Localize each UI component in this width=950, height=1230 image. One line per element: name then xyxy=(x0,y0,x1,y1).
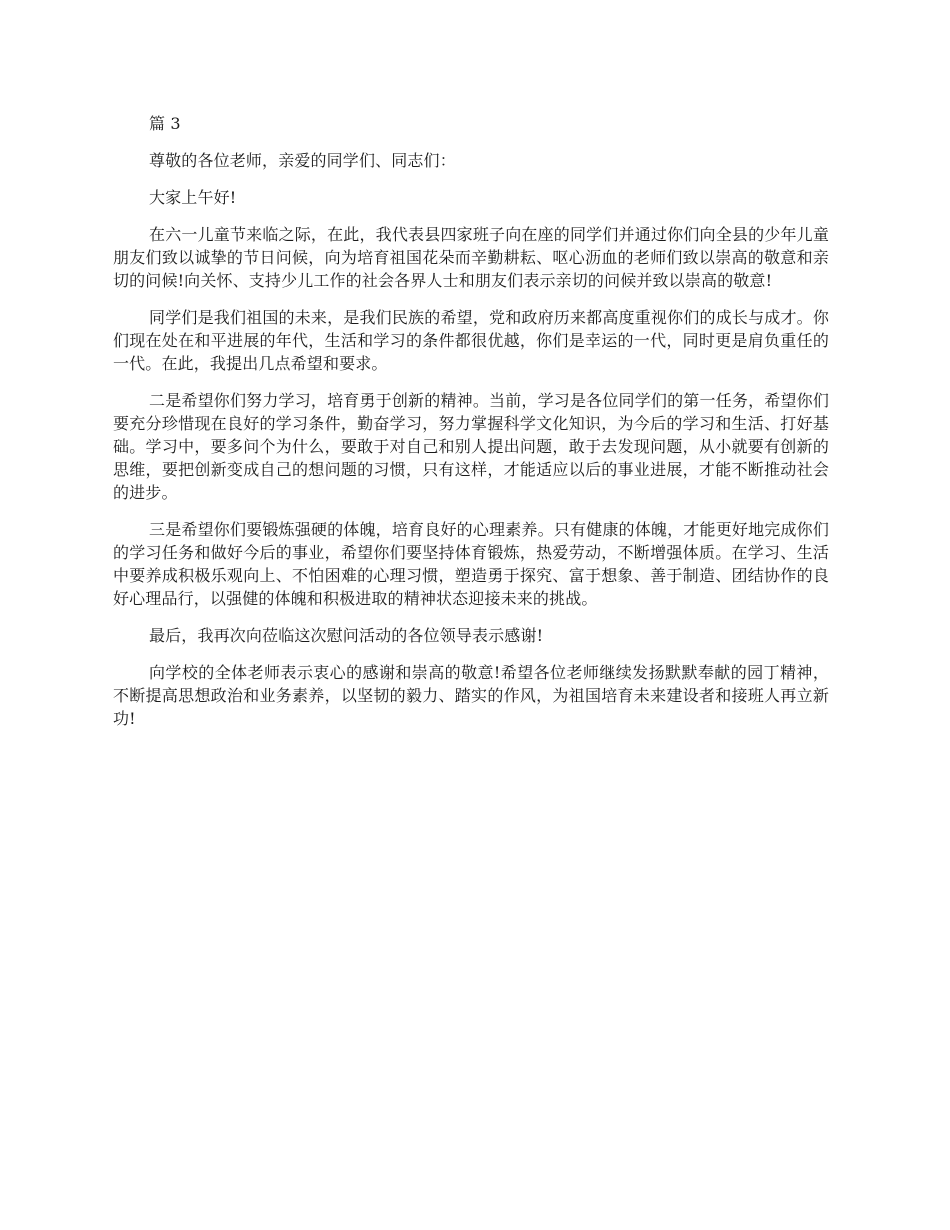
body-paragraph: 在六一儿童节来临之际，在此，我代表县四家班子向在座的同学们并通过你们向全县的少年儿童朋友们致以诚挚的节日问候，向为培育祖国花朵而辛勤耕耘、呕心沥血的老师们致以崇高的敬意和亲切的问候!向关怀、支持少儿工作的社会各界人士和朋友们表示亲切的问候并致以崇高的敬意! xyxy=(113,225,829,290)
section-heading: 篇 3 xyxy=(149,114,181,133)
body-paragraph: 二是希望你们努力学习，培育勇于创新的精神。当前，学习是各位同学们的第一任务，希望你们要充分珍惜现在良好的学习条件，勤奋学习，努力掌握科学文化知识，为今后的学习和生活、打好基础。学习中，要多问个为什么，要敢于对自己和别人提出问题，敢于去发现问题，从小就要有创新的思维，要把创新变成自己的想问题的习惯，只有这样，才能适应以后的事业进展，才能不断推动社会的进步。 xyxy=(113,391,829,502)
closing-paragraph: 向学校的全体老师表示衷心的感谢和崇高的敬意!希望各位老师继续发扬默默奉献的园丁精神，不断提高思想政治和业务素养，以坚韧的毅力、踏实的作风，为祖国培育未来建设者和接班人再立新功! xyxy=(113,663,829,728)
salutation: 尊敬的各位老师，亲爱的同学们、同志们： xyxy=(149,151,456,170)
document-page xyxy=(113,112,829,744)
body-paragraph: 同学们是我们祖国的未来，是我们民族的希望，党和政府历来都高度重视你们的成长与成才。你们现在处在和平进展的年代，生活和学习的条件都很优越，你们是幸运的一代，同时更是肩负重任的一代。在此，我提出几点希望和要求。 xyxy=(113,308,829,373)
body-paragraph: 三是希望你们要锻炼强硬的体魄，培育良好的心理素养。只有健康的体魄，才能更好地完成你们的学习任务和做好今后的事业，希望你们要坚持体育锻炼，热爱劳动，不断增强体质。在学习、生活中要养成积极乐观向上、不怕困难的心理习惯，塑造勇于探究、富于想象、善于制造、团结协作的良好心理品行，以强健的体魄和积极进取的精神状态迎接未来的挑战。 xyxy=(113,520,829,608)
closing-thanks: 最后，我再次向莅临这次慰问活动的各位领导表示感谢! xyxy=(149,626,544,645)
greeting: 大家上午好! xyxy=(149,188,237,207)
